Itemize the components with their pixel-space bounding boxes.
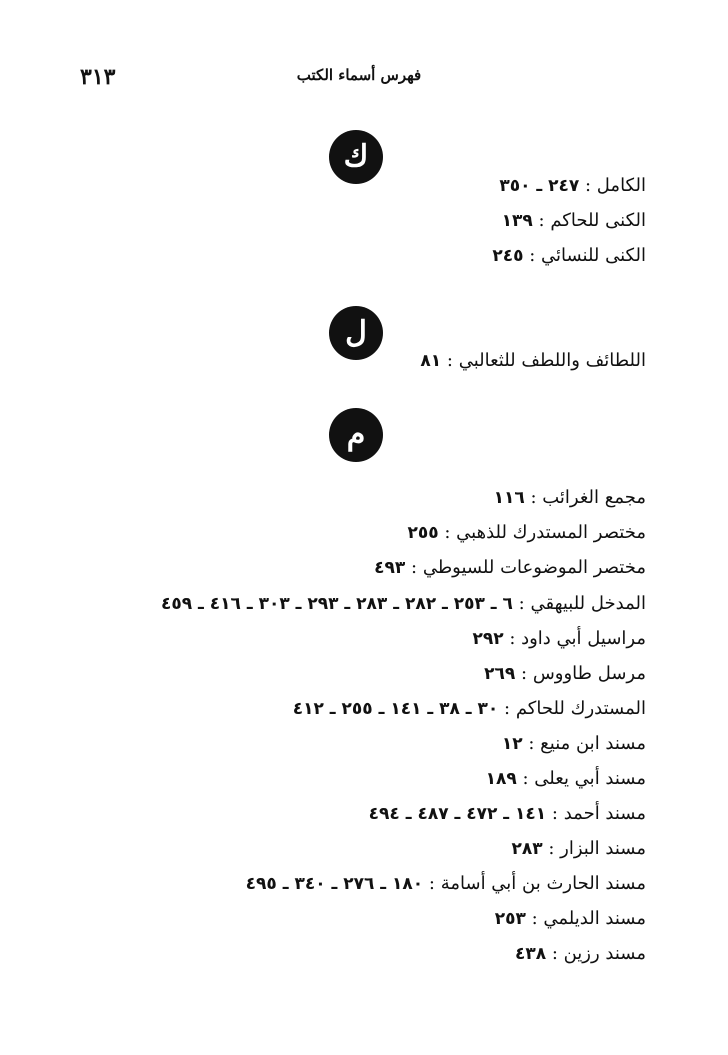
entry-title: مختصر المستدرك للذهبي : xyxy=(444,522,646,543)
entry-title: مسند رزين : xyxy=(551,943,646,964)
entry-title: اللطائف واللطف للثعالبي : xyxy=(446,350,646,371)
section-letter-mim: م xyxy=(329,408,383,462)
entry-title: الكامل : xyxy=(585,175,646,196)
entry-title: الكنى للنسائي : xyxy=(529,245,646,266)
entry-title: مختصر الموضوعات للسيوطي : xyxy=(411,557,646,578)
entry-pages: ٢٥٥ xyxy=(407,523,439,543)
index-entry xyxy=(486,763,646,795)
entry-title: مسند الديلمي : xyxy=(531,908,646,929)
entry-pages: ٢٤٥ xyxy=(492,246,524,266)
entry-title: مسند ابن منيع : xyxy=(528,733,646,754)
entry-pages: ٢٨٣ xyxy=(511,839,543,859)
entry-pages: ٢٥٣ xyxy=(494,909,526,929)
entry-pages: ٦ ـ ٢٥٣ ـ ٢٨٢ ـ ٢٨٣ ـ ٢٩٣ ـ ٣٠٣ ـ ٤١٦ ـ ٤٥٩ xyxy=(160,594,513,614)
section-letter-lam: ل xyxy=(329,306,383,360)
entry-title: مسند أبي يعلى : xyxy=(522,768,646,789)
entry-pages: ١٢ xyxy=(501,734,523,754)
index-entry xyxy=(246,868,646,900)
index-entry xyxy=(407,517,646,549)
entry-title: مراسيل أبي داود : xyxy=(509,628,646,649)
index-entry xyxy=(293,693,646,725)
entry-pages: ٨١ xyxy=(420,351,442,371)
index-entry xyxy=(494,482,646,514)
entry-title: مسند الحارث بن أبي أسامة : xyxy=(428,873,646,894)
section-letter-kaf: ك xyxy=(329,130,383,184)
entry-title: المستدرك للحاكم : xyxy=(504,698,646,719)
entry-pages: ٢٤٧ ـ ٣٥٠ xyxy=(499,176,580,196)
index-entry xyxy=(511,833,646,865)
index-entry xyxy=(484,658,646,690)
entry-pages: ١٣٩ xyxy=(501,211,533,231)
index-entry xyxy=(374,552,646,584)
page-header xyxy=(70,60,648,100)
index-entry xyxy=(492,240,646,272)
entry-pages: ٤٩٣ xyxy=(374,558,406,578)
entry-title: مجمع الغرائب : xyxy=(530,487,646,508)
index-entry xyxy=(495,903,646,935)
index-entry xyxy=(472,623,646,655)
index-entry xyxy=(369,798,646,830)
index-entry xyxy=(502,728,646,760)
entry-pages: ٢٦٩ xyxy=(484,664,516,684)
entry-pages: ٢٩٢ xyxy=(472,629,504,649)
index-entry xyxy=(515,938,646,970)
entry-title: مسند أحمد : xyxy=(551,803,646,824)
entry-pages: ١٨٩ xyxy=(485,769,517,789)
index-entry xyxy=(161,588,646,620)
running-title: فهرس أسماء الكتب xyxy=(296,66,422,84)
entry-title: المدخل للبيهقي : xyxy=(518,593,646,614)
entry-title: مرسل طاووس : xyxy=(521,663,646,684)
entry-pages: ٣٠ ـ ٣٨ ـ ١٤١ ـ ٢٥٥ ـ ٤١٢ xyxy=(292,699,499,719)
entry-pages: ١٨٠ ـ ٢٧٦ ـ ٣٤٠ ـ ٤٩٥ xyxy=(245,874,424,894)
entry-title: الكنى للحاكم : xyxy=(538,210,646,231)
entry-pages: ١٤١ ـ ٤٧٢ ـ ٤٨٧ ـ ٤٩٤ xyxy=(368,804,547,824)
index-entry xyxy=(420,345,646,377)
entry-title: مسند البزار : xyxy=(548,838,646,859)
entry-pages: ٤٣٨ xyxy=(514,944,547,964)
page-number: ٣١٣ xyxy=(80,64,116,90)
entry-pages: ١١٦ xyxy=(493,488,525,508)
index-entry xyxy=(499,170,646,202)
index-entry xyxy=(502,205,646,237)
